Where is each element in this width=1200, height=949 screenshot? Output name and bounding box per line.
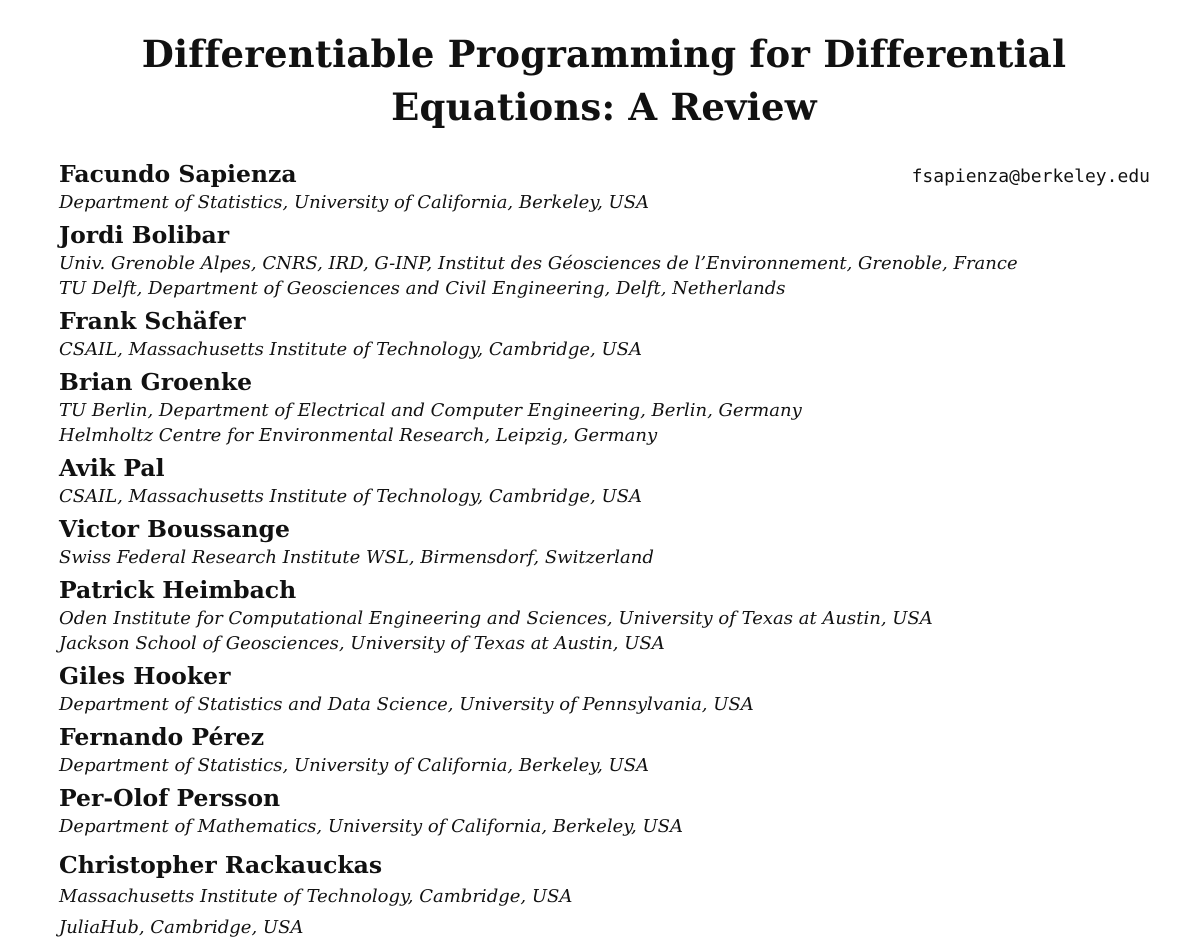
author-affiliation: Oden Institute for Computational Engineering and Sciences, University of Texas at Austin, USA [59, 608, 933, 629]
author-name: Frank Schäfer [59, 307, 246, 335]
author-name: Per-Olof Persson [59, 784, 281, 812]
author-email[interactable]: fsapienza@berkeley.edu [911, 166, 1150, 187]
author-block [59, 660, 1169, 717]
author-block [59, 721, 1169, 778]
paper-title-line-2: Equations: A Review [391, 85, 817, 129]
author-block [59, 158, 1169, 215]
author-affiliation: TU Delft, Department of Geosciences and Civil Engineering, Delft, Netherlands [59, 278, 786, 299]
author-affiliation: Department of Statistics and Data Science, University of Pennsylvania, USA [59, 694, 754, 715]
author-affiliation: Swiss Federal Research Institute WSL, Birmensdorf, Switzerland [59, 547, 654, 568]
author-name: Facundo Sapienza [59, 160, 297, 188]
author-affiliation: Jackson School of Geosciences, University of Texas at Austin, USA [59, 633, 665, 654]
author-affiliation: Department of Mathematics, University of California, Berkeley, USA [59, 816, 683, 837]
author-name: Brian Groenke [59, 368, 253, 396]
author-name: Victor Boussange [59, 515, 290, 543]
paper-title [0, 28, 1200, 134]
paper-title-line-1: Differentiable Programming for Differential [141, 32, 1067, 76]
author-affiliation: CSAIL, Massachusetts Institute of Technology, Cambridge, USA [59, 339, 642, 360]
author-block [59, 574, 1169, 656]
author-name: Christopher Rackauckas [59, 851, 383, 879]
author-name: Avik Pal [59, 454, 165, 482]
author-block [59, 366, 1169, 448]
author-name: Patrick Heimbach [59, 576, 297, 604]
author-affiliation: Univ. Grenoble Alpes, CNRS, IRD, G-INP, Institut des Géosciences de l’Environnement, Grenoble, France [59, 253, 1018, 274]
author-block [59, 219, 1169, 301]
author-block [59, 782, 1169, 839]
author-affiliation: TU Berlin, Department of Electrical and Computer Engineering, Berlin, Germany [59, 400, 802, 421]
author-block [59, 849, 1169, 943]
author-block [59, 305, 1169, 362]
author-affiliation: Department of Statistics, University of California, Berkeley, USA [59, 755, 650, 776]
author-name: Jordi Bolibar [59, 221, 230, 249]
author-name: Fernando Pérez [59, 723, 265, 751]
author-name: Giles Hooker [59, 662, 231, 690]
author-affiliation: JuliaHub, Cambridge, USA [59, 917, 304, 938]
author-block [59, 513, 1169, 570]
author-affiliation: Massachusetts Institute of Technology, Cambridge, USA [59, 886, 573, 907]
author-affiliation: CSAIL, Massachusetts Institute of Technology, Cambridge, USA [59, 486, 642, 507]
author-affiliation: Helmholtz Centre for Environmental Research, Leipzig, Germany [59, 425, 658, 446]
author-block [59, 452, 1169, 509]
author-list [59, 158, 1169, 947]
author-affiliation: Department of Statistics, University of California, Berkeley, USA [59, 192, 650, 213]
